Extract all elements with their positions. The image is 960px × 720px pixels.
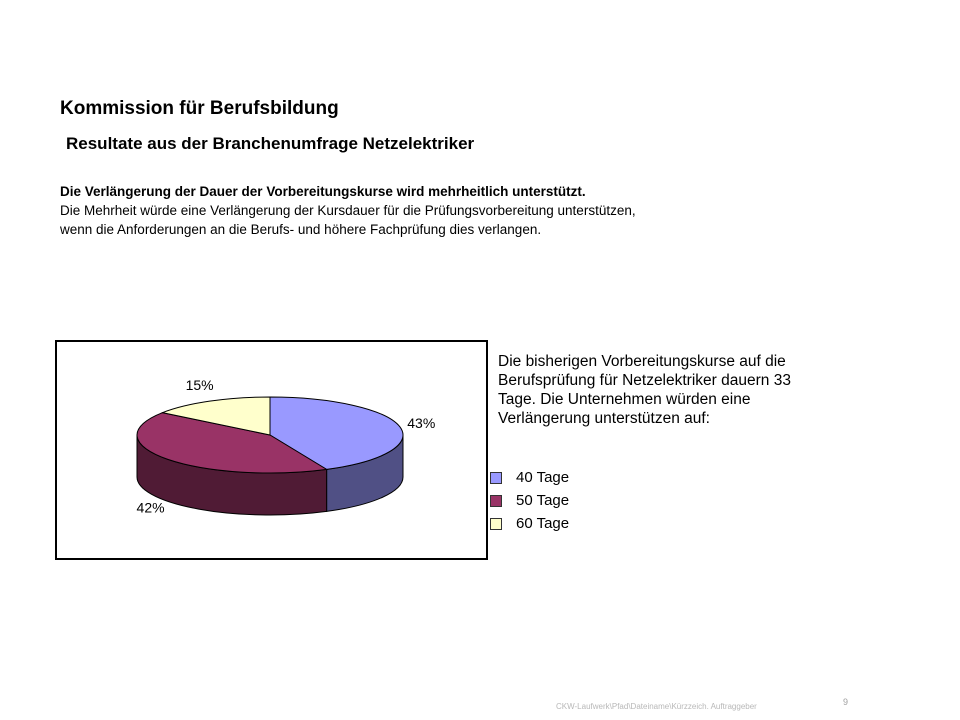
summary-line-2: wenn die Anforderungen an die Berufs- und höhere Fachprüfung dies verlangen. [60,222,542,237]
legend-label-40-tage: 40 Tage [516,469,570,486]
pie-label-50-tage: 42% [136,499,165,516]
pie-label-60-tage: 15% [185,377,214,394]
legend-item-50-tage [490,489,569,512]
legend-item-40-tage [490,466,569,489]
legend-label-50-tage: 50 Tage [516,492,570,509]
pie-chart [55,340,488,560]
legend-label-60-tage: 60 Tage [516,515,570,532]
page-subtitle: Resultate aus der Branchenumfrage Netzelektriker [66,134,475,153]
chart-note: Die bisherigen Vorbereitungskurse auf die Berufsprüfung für Netzelektriker dauern 33 Tage. Die Unternehmen würden eine Verlängerung unterstützen auf: [498,353,791,427]
page-number: 9 [843,697,849,707]
legend-swatch-50-tage [490,495,502,507]
summary-text [60,182,820,239]
legend-item-60-tage [490,512,569,535]
pie-label-40-tage: 43% [407,414,436,431]
summary-line-1: Die Mehrheit würde eine Verlängerung der Kursdauer für die Prüfungsvorbereitung unterstützen, [60,203,636,218]
footer-path: CKW-Laufwerk\Pfad\Dateiname\Kürzzeich. Auftraggeber [556,702,757,711]
legend-swatch-60-tage [490,518,502,530]
chart-legend [490,466,569,535]
summary-lead: Die Verlängerung der Dauer der Vorbereitungskurse wird mehrheitlich unterstützt. [60,184,586,199]
page-title: Kommission für Berufsbildung [60,98,339,119]
legend-swatch-40-tage [490,472,502,484]
